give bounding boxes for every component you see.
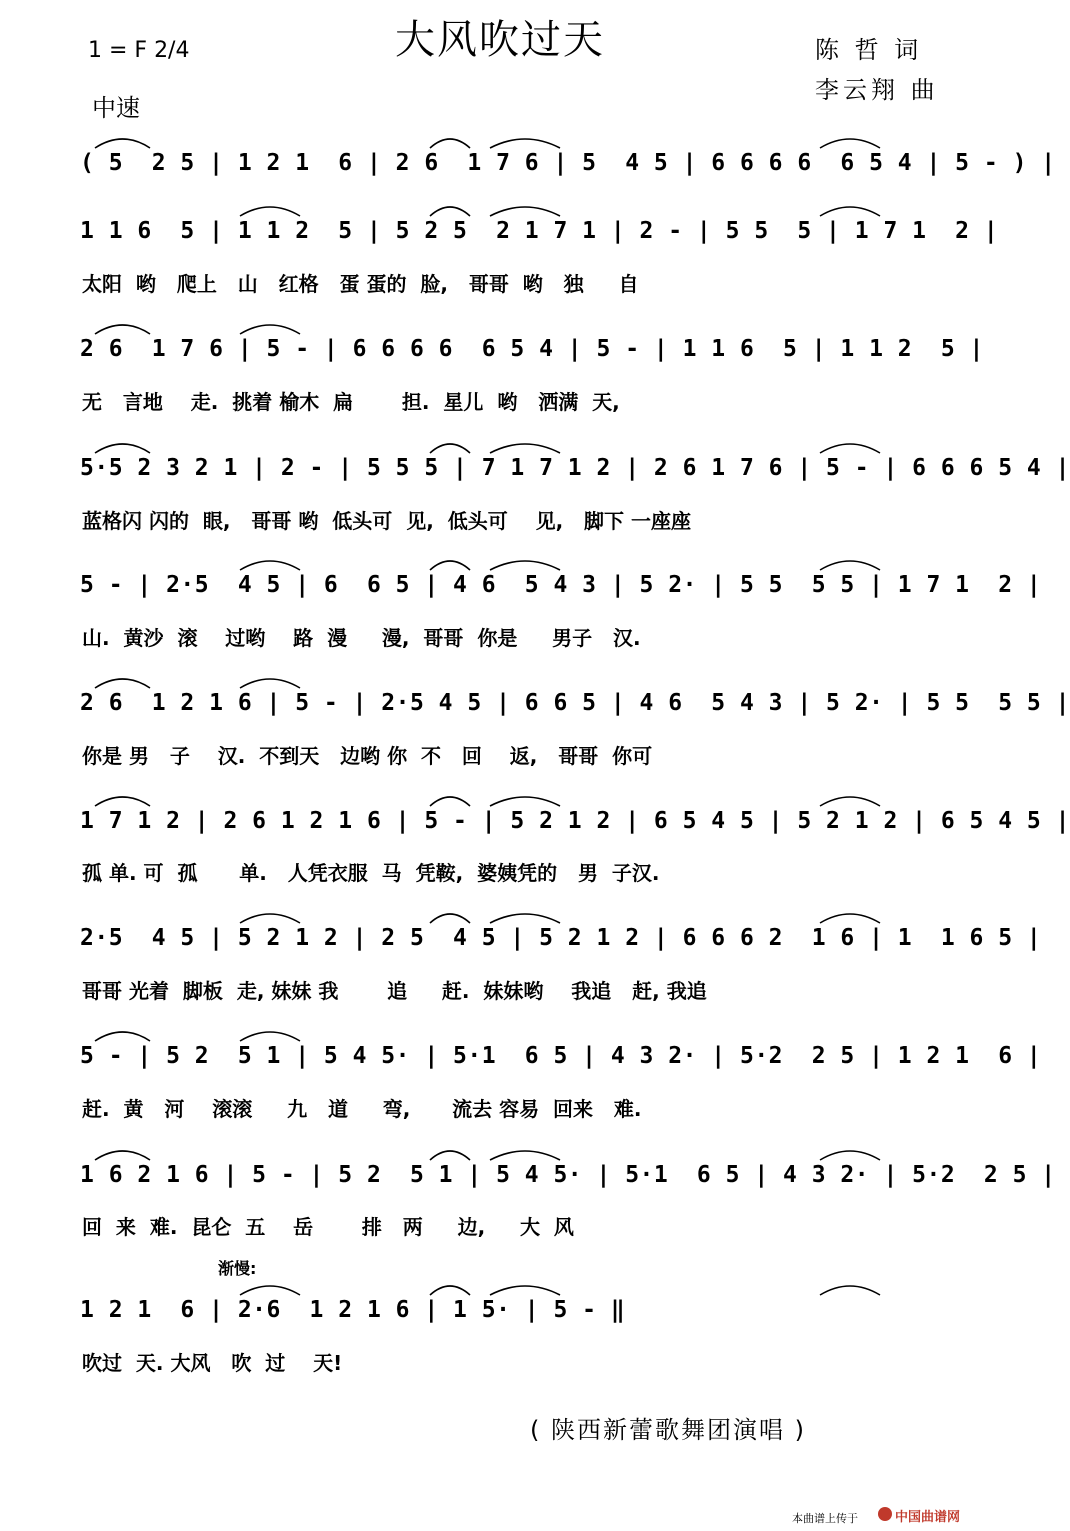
slur-arc [95, 1151, 150, 1160]
lyrics-line: 你是 男 子 汉. 不到天 边哟 你 不 回 返, 哥哥 你可 [82, 744, 653, 768]
notation-line: 1 6 2 1 6 | 5 - | 5 2 5 1 | 5 4 5· | 5·1 6 5 | 4 3 2· | 5·2 2 5 | [80, 1162, 1056, 1188]
ritardando-marking: 渐慢: [218, 1259, 257, 1278]
lyricist-credit: 陈 哲 词 [815, 36, 923, 64]
lyrics-line: 太阳 哟 爬上 山 红格 蛋 蛋的 脸, 哥哥 哟 独 自 [82, 272, 639, 296]
slur-arc [430, 444, 470, 453]
notation-line: 2·5 4 5 | 5 2 1 2 | 2 5 4 5 | 5 2 1 2 | 6 6 6 2 1 6 | 1 1 6 5 | [80, 925, 1042, 951]
slur-arc [820, 561, 880, 570]
slur-arc [490, 1286, 560, 1295]
slur-arc [820, 1286, 880, 1295]
slur-arc [95, 679, 150, 688]
slur-marks [0, 1275, 1000, 1299]
slur-arc [820, 797, 880, 806]
lyrics-line: 无 言地 走. 挑着 榆木 扁 担. 星儿 哟 洒满 天, [82, 390, 620, 414]
slur-marks [0, 433, 1000, 457]
lyrics-line: 孤 单. 可 孤 单. 人凭衣服 马 凭鞍, 婆姨凭的 男 子汉. [82, 861, 660, 885]
slur-arc [490, 914, 560, 923]
slur-marks [0, 550, 1000, 574]
slur-arc [820, 1151, 880, 1160]
lyrics-line: 蓝格闪 闪的 眼, 哥哥 哟 低头可 见, 低头可 见, 脚下 一座座 [82, 509, 692, 533]
slur-arc [430, 561, 470, 570]
slur-arc [820, 914, 880, 923]
slur-arc [240, 914, 300, 923]
slur-marks [0, 1021, 1000, 1045]
slur-arc [490, 1151, 560, 1160]
site-name: 中国曲谱网 [895, 1510, 961, 1525]
slur-arc [490, 139, 560, 148]
slur-arc [490, 561, 560, 570]
slur-arc [240, 1032, 300, 1041]
notation-line: 5 - | 2·5 4 5 | 6 6 5 | 4 6 5 4 3 | 5 2· | 5 5 5 5 | 1 7 1 2 | [80, 572, 1042, 598]
song-title: 大风吹过天 [395, 17, 605, 63]
slur-marks [0, 314, 1000, 338]
slur-arc [430, 914, 470, 923]
lyrics-line: 吹过 天. 大风 吹 过 天! [82, 1351, 343, 1375]
lyrics-line: 回 来 难. 昆仑 五 岳 排 两 边, 大 风 [82, 1215, 574, 1239]
notation-line: 1 1 6 5 | 1 1 2 5 | 5 2 5 2 1 7 1 | 2 - | 5 5 5 | 1 7 1 2 | [80, 218, 999, 244]
site-logo-icon [878, 1507, 892, 1521]
slur-marks [0, 1140, 1000, 1164]
key-signature: 1 = F 2/4 [88, 38, 190, 63]
slur-arc [430, 1286, 470, 1295]
notation-line: 2 6 1 7 6 | 5 - | 6 6 6 6 6 5 4 | 5 - | 1 1 6 5 | 1 1 2 5 | [80, 336, 984, 362]
slur-marks [0, 786, 1000, 810]
notation-line: 1 2 1 6 | 2·6 1 2 1 6 | 1 5· | 5 - ‖ [80, 1297, 626, 1323]
slur-arc [430, 207, 470, 216]
slur-arc [95, 1032, 150, 1041]
slur-arc [240, 679, 300, 688]
slur-arc [240, 207, 300, 216]
slur-arc [820, 444, 880, 453]
slur-arc [430, 797, 470, 806]
slur-arc [240, 1286, 300, 1295]
slur-marks [0, 196, 1000, 220]
slur-arc [95, 139, 150, 148]
slur-arc [430, 1151, 470, 1160]
slur-marks [0, 128, 1000, 152]
slur-arc [490, 797, 560, 806]
slur-arc [490, 207, 560, 216]
lyrics-line: 哥哥 光着 脚板 走, 妹妹 我 追 赶. 妹妹哟 我追 赶, 我追 [82, 979, 707, 1003]
slur-marks [0, 903, 1000, 927]
notation-line: 2 6 1 2 1 6 | 5 - | 2·5 4 5 | 6 6 5 | 4 6 5 4 3 | 5 2· | 5 5 5 5 | [80, 690, 1070, 716]
notation-line: 5·5 2 3 2 1 | 2 - | 5 5 5 | 7 1 7 1 2 | 2 6 1 7 6 | 5 - | 6 6 6 5 4 | [80, 455, 1070, 481]
slur-marks [0, 668, 1000, 692]
slur-arc [240, 325, 300, 334]
slur-arc [820, 139, 880, 148]
composer-credit: 李云翔 曲 [815, 76, 939, 104]
slur-arc [820, 207, 880, 216]
lyrics-line: 山. 黄沙 滚 过哟 路 漫 漫, 哥哥 你是 男子 汉. [82, 626, 641, 650]
slur-arc [95, 444, 150, 453]
notation-line: 5 - | 5 2 5 1 | 5 4 5· | 5·1 6 5 | 4 3 2· | 5·2 2 5 | 1 2 1 6 | [80, 1043, 1042, 1069]
performer-credit: ( 陕西新蕾歌舞团演唱 ) [530, 1416, 806, 1444]
lyrics-line: 赶. 黄 河 滚滚 九 道 弯, 流去 容易 回来 难. [82, 1097, 642, 1121]
slur-arc [95, 797, 150, 806]
notation-line: ( 5 2 5 | 1 2 1 6 | 2 6 1 7 6 | 5 4 5 | 6 6 6 6 6 5 4 | 5 - ) | [80, 150, 1056, 176]
tempo-marking: 中速 [92, 94, 140, 122]
slur-arc [490, 444, 560, 453]
notation-line: 1 7 1 2 | 2 6 1 2 1 6 | 5 - | 5 2 1 2 | 6 5 4 5 | 5 2 1 2 | 6 5 4 5 | [80, 808, 1070, 834]
slur-arc [95, 325, 150, 334]
upload-note: 本曲谱上传于 [792, 1512, 858, 1525]
slur-arc [430, 139, 470, 148]
slur-arc [240, 561, 300, 570]
